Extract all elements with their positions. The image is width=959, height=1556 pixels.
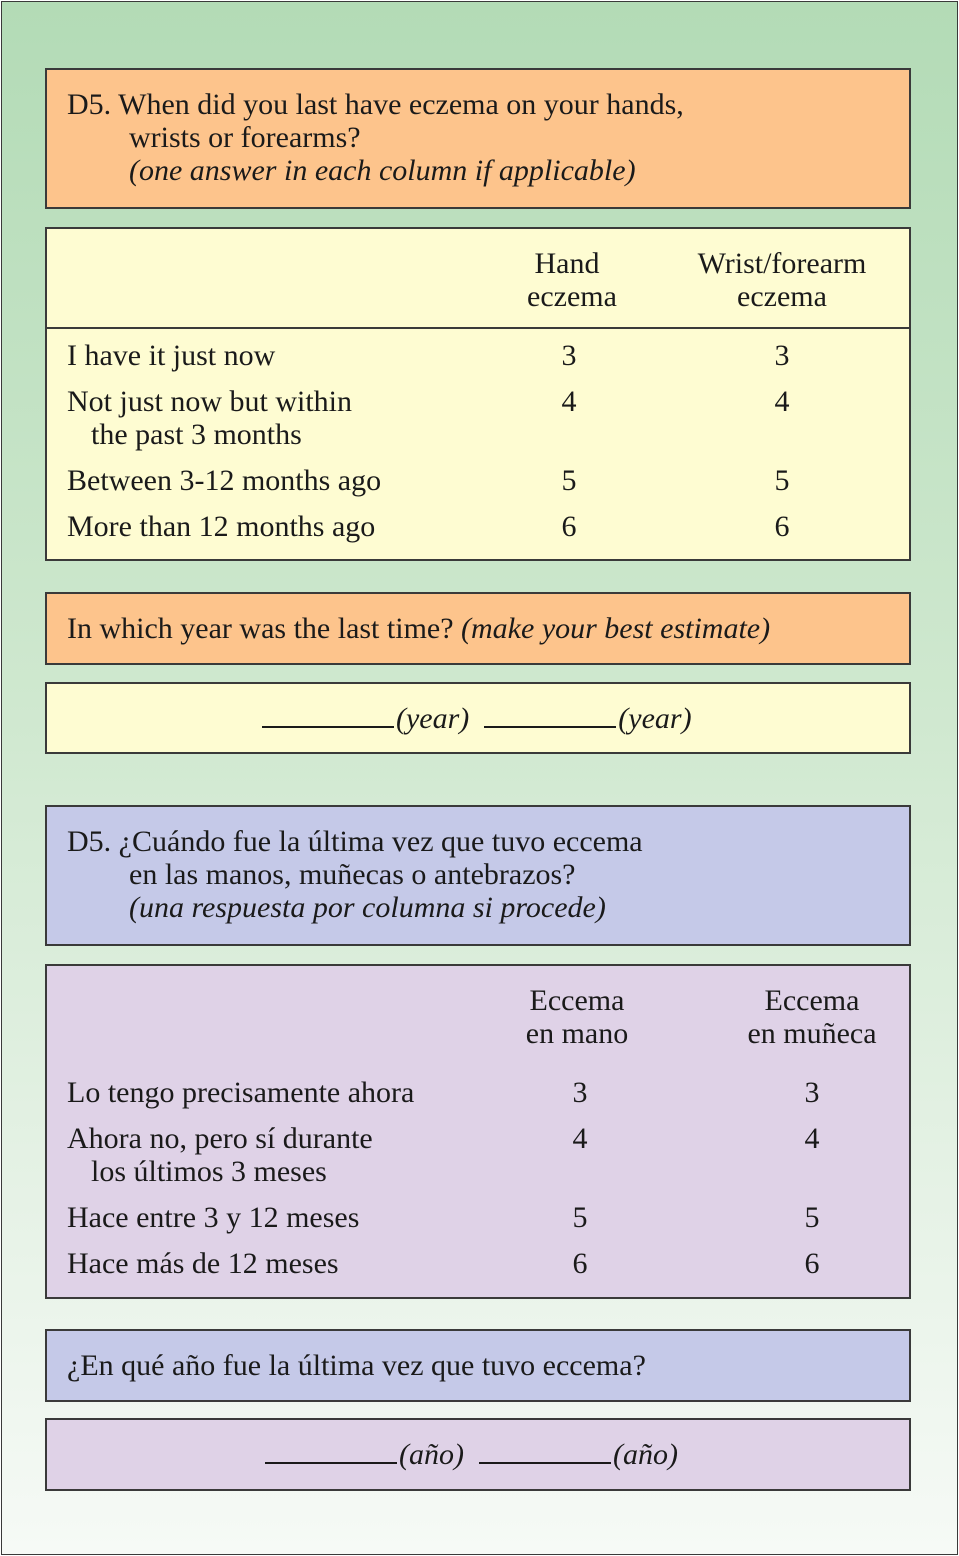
question-instruction: (una respuesta por columna si procede) bbox=[129, 891, 606, 924]
row-label: Hace entre 3 y 12 meses bbox=[67, 1201, 360, 1234]
question-number: D5. bbox=[67, 88, 112, 121]
question-line-1: ¿Cuándo fue la última vez que tuvo eccema bbox=[118, 825, 643, 858]
row-label: Hace más de 12 meses bbox=[67, 1247, 339, 1280]
answer-code[interactable]: 5 bbox=[774, 464, 790, 497]
column-header-wrist: Wrist/forearm eczema bbox=[697, 247, 867, 313]
question-number: D5. bbox=[67, 825, 112, 858]
english-year-answer-box bbox=[45, 682, 911, 754]
question-instruction: (one answer in each column if applicable) bbox=[129, 154, 636, 187]
header-divider bbox=[47, 327, 909, 329]
question-line-2: wrists or forearms? bbox=[129, 121, 361, 154]
year-blank-mano[interactable] bbox=[265, 1438, 397, 1464]
row-label: Lo tengo precisamente ahora bbox=[67, 1076, 415, 1109]
spanish-answer-table bbox=[45, 964, 911, 1299]
year-blank-hand[interactable] bbox=[262, 702, 394, 728]
row-label: Between 3-12 months ago bbox=[67, 464, 382, 497]
year-question-hint: (make your best estimate) bbox=[461, 612, 771, 645]
year-blank-wrist[interactable] bbox=[484, 702, 616, 728]
answer-code[interactable]: 3 bbox=[774, 339, 790, 372]
english-question-text bbox=[67, 88, 684, 187]
column-header-hand: Hand eczema bbox=[527, 247, 617, 313]
row-label: Ahora no, pero sí durante los últimos 3 meses bbox=[67, 1122, 373, 1188]
questionnaire-page bbox=[1, 1, 958, 1555]
spanish-question-box bbox=[45, 805, 911, 946]
answer-code[interactable]: 4 bbox=[572, 1122, 588, 1155]
row-label: I have it just now bbox=[67, 339, 276, 372]
answer-code[interactable]: 5 bbox=[804, 1201, 820, 1234]
year-answer-line: (año) (año) bbox=[265, 1438, 678, 1472]
row-label: Not just now but within the past 3 months bbox=[67, 385, 353, 451]
row-label: More than 12 months ago bbox=[67, 510, 376, 543]
answer-code[interactable]: 3 bbox=[572, 1076, 588, 1109]
answer-code[interactable]: 3 bbox=[561, 339, 577, 372]
year-answer-line: (year) (year) bbox=[262, 702, 692, 736]
answer-code[interactable]: 5 bbox=[561, 464, 577, 497]
year-question: In which year was the last time? (make your best estimate) bbox=[67, 612, 771, 645]
english-question-box bbox=[45, 68, 911, 209]
spanish-year-answer-box bbox=[45, 1418, 911, 1491]
answer-code[interactable]: 6 bbox=[804, 1247, 820, 1280]
answer-code[interactable]: 6 bbox=[572, 1247, 588, 1280]
english-year-question-box bbox=[45, 592, 911, 665]
english-answer-table bbox=[45, 227, 911, 561]
column-header-mano: Eccema en mano bbox=[525, 984, 629, 1050]
question-line-2: en las manos, muñecas o antebrazos? bbox=[129, 858, 576, 891]
answer-code[interactable]: 6 bbox=[774, 510, 790, 543]
answer-code[interactable]: 4 bbox=[561, 385, 577, 418]
answer-code[interactable]: 4 bbox=[804, 1122, 820, 1155]
spanish-question-text bbox=[67, 825, 643, 924]
answer-code[interactable]: 6 bbox=[561, 510, 577, 543]
answer-code[interactable]: 5 bbox=[572, 1201, 588, 1234]
answer-code[interactable]: 3 bbox=[804, 1076, 820, 1109]
spanish-year-question-box bbox=[45, 1329, 911, 1402]
year-question: ¿En qué año fue la última vez que tuvo eccema? bbox=[67, 1349, 646, 1382]
answer-code[interactable]: 4 bbox=[774, 385, 790, 418]
question-line-1: When did you last have eczema on your hands, bbox=[118, 88, 684, 121]
column-header-muneca: Eccema en muñeca bbox=[747, 984, 877, 1050]
year-blank-muneca[interactable] bbox=[479, 1438, 611, 1464]
